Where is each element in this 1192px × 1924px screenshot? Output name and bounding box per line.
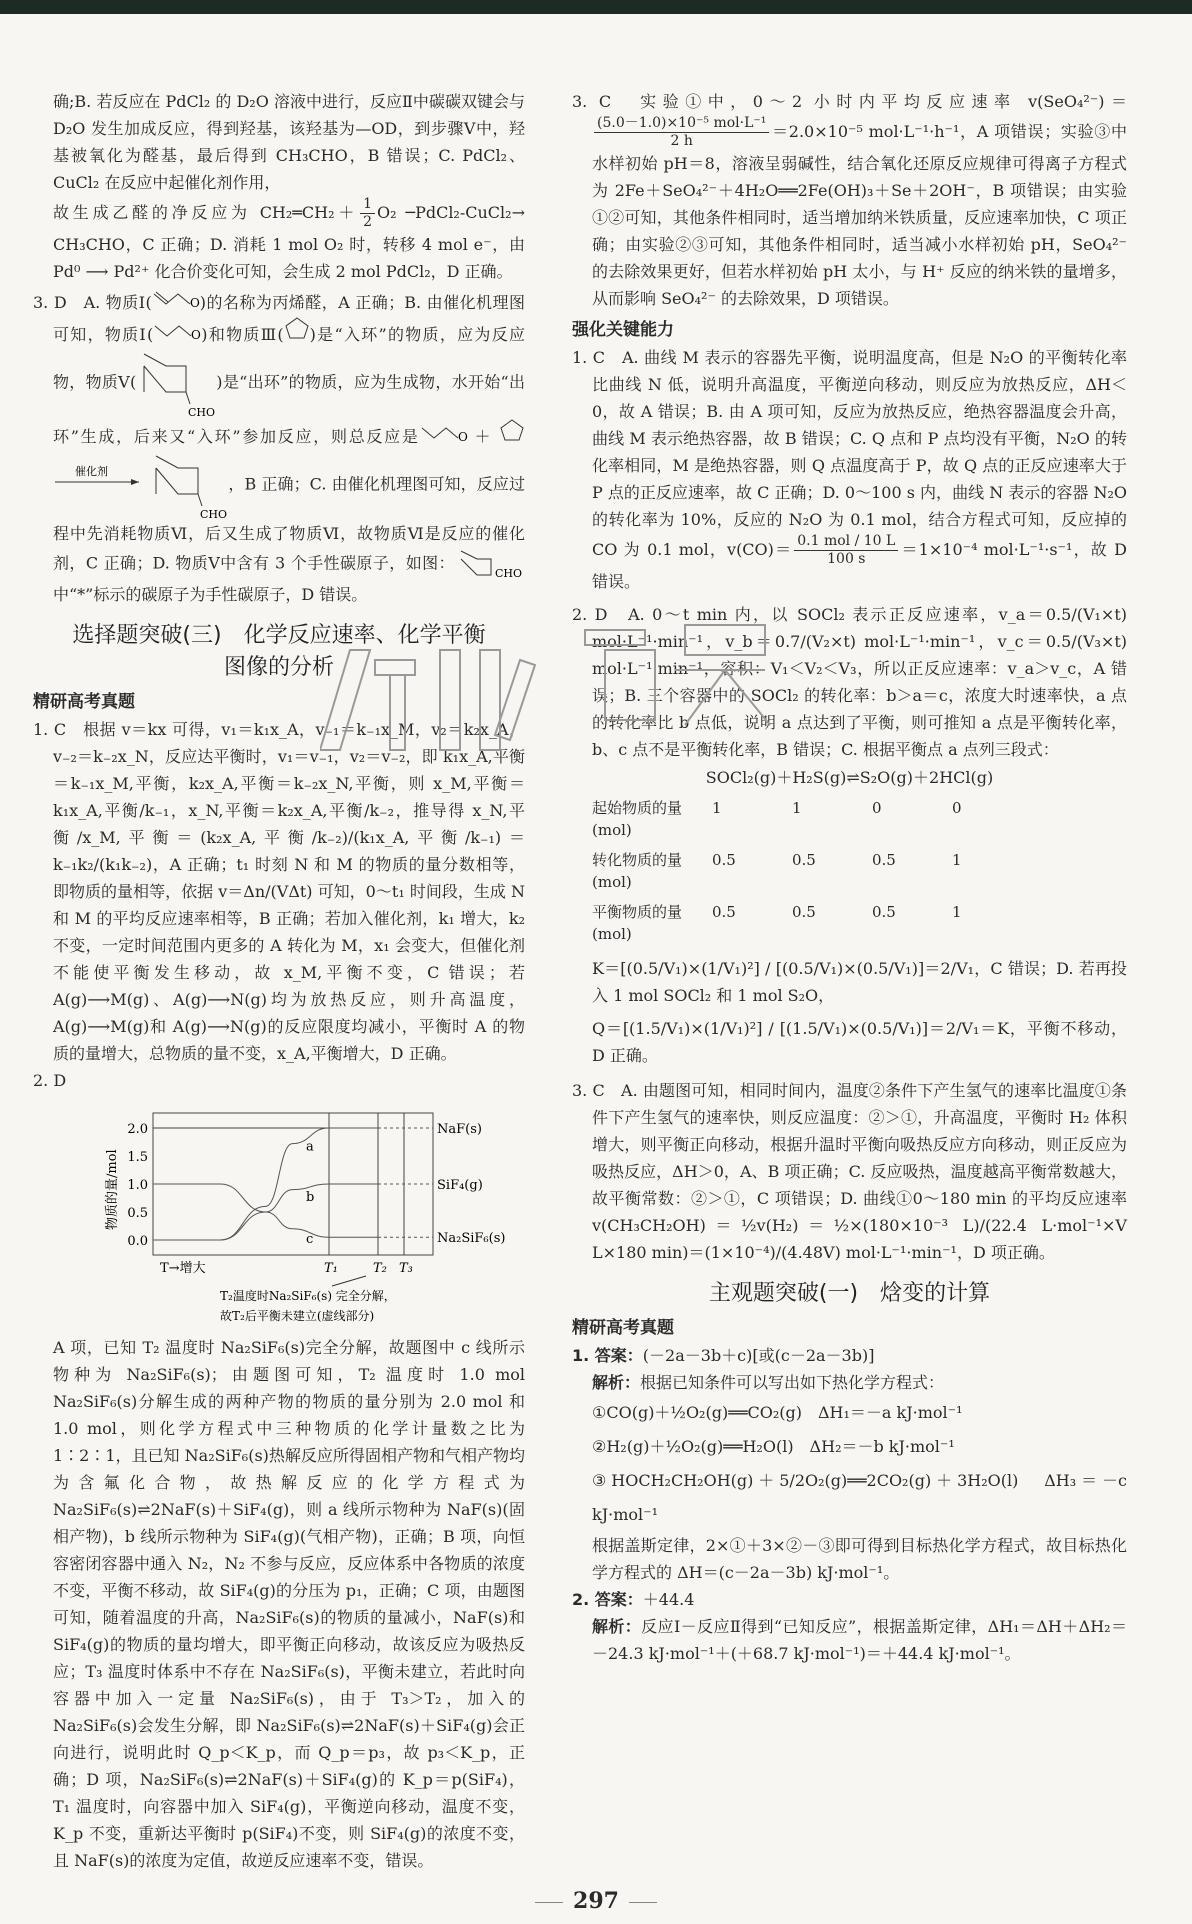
bicyclic-aldehyde-structure-icon: [136, 348, 216, 418]
series-line-c: [153, 1184, 378, 1237]
text: 确;B. 若反应在 PdCl₂ 的 D₂O 溶液中进行，反应Ⅱ中碳碳双键会与 D₂O 发生加成反应，得到羟基，该羟基为—OD，到步骤Ⅴ中，羟基被氧化为醛基，最后得到 CH₃CHO，B 错误；C. PdCl₂、CuCl₂ 在反应中起催化剂作用，: [53, 92, 525, 192]
heading-exam-questions-right: 精研高考真题: [572, 1318, 674, 1338]
x-tick-label: T₁: [324, 1261, 338, 1276]
text: )的名称为丙烯醛，A 正确；B. 由催化机理图可知，物质Ⅰ(: [53, 293, 525, 344]
row-label: 起始物质的量(mol): [592, 799, 683, 839]
y-tick-label: 1.5: [127, 1150, 148, 1165]
cyclopentadiene-structure-icon: [284, 316, 310, 340]
table-cell: 1: [952, 903, 962, 921]
text: 1. C 根据 v＝kx 可得，v₁＝k₁x_A，v₋₁＝k₋₁x_M，v₂＝k₂x_A，v₋₂＝k₋₂x_N，反应达平衡时，v₁＝v₋₁，v₂＝v₋₂，即 k₁x_A,平衡＝k₋₁x_M,平衡，k₂x_A,平衡＝k₋₂x_N,平衡，则 x_M,平衡＝k₁x_A,平衡/k₋₁，x_N,平衡＝k₂x_A,平衡/k₋₂，推导得 x_N,平衡/x_M,平衡＝: [33, 720, 525, 847]
equilibrium-constant-text: K＝[(0.5/V₁)×(1/V₁)²] / [(0.5/V₁)×(0.5/V₁)]＝2/V₁，C 错误；D. 若再投入 1 mol SOCl₂ 和 1 mol S₂O，: [592, 959, 1127, 1005]
hess-law-conclusion: 根据盖斯定律，2×①＋3×②－③即可得到目标热化学方程式，故目标热化学方程式的 ΔH＝(c－2a－3b) kJ·mol⁻¹。: [592, 1536, 1127, 1582]
skill-question-1: [572, 344, 1127, 595]
table-cell: 0.5: [872, 851, 896, 869]
question-2-label: 2. D: [33, 1071, 67, 1090]
skill-question-2: [572, 601, 1127, 763]
text: 3. C A. 由题图可知，相同时间内，温度②条件下产生氢气的速率比温度①条件下产生氢气的速率快，则反应温度：②＞①，升高温度，平衡时 H₂ 体积增大，则平衡正向移动，根据升温时平衡向吸热反应方向移动，则正反应为吸热反应，ΔH＞0，A、B 项正确；C. 反应吸热，温度越高平衡常数越大，故平衡常数：②＞①，C 项错误；D. 曲线①0～180 min 的平均反应速率: [572, 1081, 1127, 1208]
table-cell: 0: [872, 799, 882, 817]
left-column: [33, 88, 525, 1874]
text: )和物质Ⅲ(: [201, 325, 284, 344]
x-tick-label: T₂: [373, 1261, 387, 1276]
text: ＝2.0×10⁻⁵ mol·L⁻¹·h⁻¹，A 项错误；实验③中水样初始 pH＝8，溶液呈弱碱性，结合氧化还原反应规律可得离子方程式为 2Fe＋SeO₄²⁻＋4H₂O══2Fe(OH)₃＋Se＋2OH⁻，B 项错误；由实验①②可知，其他条件相同时，适当增加纳米铁质量，反应速率加快，C 项正确；由实验②③可知，其他条件相同时，适当减小水样初始 pH，SeO₄²⁻ 的去除效果更好，但若水样初始 pH 太小，与 H⁺ 反应的纳米铁的量增多，从而影响 SeO₄²⁻ 的去除效果，D 项错误。: [592, 122, 1127, 308]
annotation-line-1: T₂温度时Na₂SiF₆(s) 完全分解，: [220, 1289, 396, 1303]
numerator: 1: [360, 196, 375, 214]
series-name-label: Na₂SiF₆(s): [437, 1231, 506, 1247]
denominator: 2: [363, 214, 373, 230]
paragraph-net-reaction: [33, 196, 525, 285]
series-name-label: SiF₄(g): [437, 1178, 483, 1193]
analysis-label: 解析：: [592, 1373, 641, 1392]
text: ，A 正确；t₁ 时刻 N 和 M 的物质的量分数相等，即物质的量相等，依据 v＝Δn/(VΔt) 可知，0～t₁ 时间段，生成 N 和 M 的平均反应速率相等，B 正确；若加入催化剂，k₁ 增大，k₂ 不变，一定时间范围内更多的 A 转化为 M，x₁ 会变大，但催化剂不能使平衡发生移动，故 x_M,平衡不变，C 错误；若 A(g)⟶M(g)、A(g)⟶N(g)均为放热反应，则升高温度，A(g)⟶M(g)和 A(g)⟶N(g)的反应限度均减小，平衡时 A 的物质的量增大，总物质的量不变，x_A,平衡增大，D 正确。: [53, 855, 525, 1063]
y-tick-label: 0.0: [127, 1234, 148, 1249]
product-structure-icon: [148, 450, 228, 520]
answer-2: [572, 1586, 1127, 1613]
text: ＝1×10⁻⁴ mol·L⁻¹·s⁻¹，故 D 错误。: [592, 540, 1127, 591]
table-cell: 1: [952, 851, 962, 869]
chiral-carbon-structure-icon: [455, 547, 525, 581]
heading-key-skills: 强化关键能力: [572, 320, 674, 340]
y-tick-label: 0.5: [127, 1206, 148, 1221]
answer-value: ＋44.4: [642, 1590, 695, 1609]
fraction: [594, 115, 769, 150]
formula: (k₂x_A,平衡/k₋₂)/(k₁x_A,平衡/k₋₁)＝k₋₁k₂/(k₁k₋₂): [53, 828, 525, 874]
three-stage-table: [592, 793, 1127, 949]
page-number-text: 297: [573, 1888, 619, 1914]
series-letter-label: a: [306, 1139, 314, 1155]
y-tick-label: 2.0: [127, 1122, 148, 1137]
table-cell: 1: [792, 799, 802, 817]
question-2-explanation: A 项，已知 T₂ 温度时 Na₂SiF₆(s)完全分解，故题图中 c 线所示物种为 Na₂SiF₆(s)；由题图可知，T₂ 温度时 1.0 mol Na₂SiF₆(s)分解生成的两种产物的物质的量分别为 2.0 mol 和 1.0 mol，则化学方程式中三种物质的化学计量数之比为 1∶2∶1，且已知 Na₂SiF₆(s)热解反应所得固相产物和气相产物均为含氟化合物，故热解反应的化学方程式为 Na₂SiF₆(s)⇌2NaF(s)＋SiF₄(g)，则 a 线所示物种为 NaF(s)(固相产物)，b 线所示物种为 SiF₄(g)(气相产物)，正确；B 项，向恒容密闭容器中通入 N₂，N₂ 不参与反应，反应体系中各物质的浓度不变，平衡不移动，故 SiF₄(g)的分压为 p₁，正确；C 项，由题图可知，随着温度的升高，Na₂SiF₆(s)的物质的量减小，NaF(s)和 SiF₄(g)的物质的量均增大，即平衡正向移动，故该反应为吸热反应；T₃ 温度时体系中不存在 Na₂SiF₆(s)，平衡未建立，若此时向容器中加入一定量 Na₂SiF₆(s)，由于 T₃＞T₂，加入的 Na₂SiF₆(s)会发生分解，即 Na₂SiF₆(s)⇌2NaF(s)＋SiF₄(g)会正向进行，说明此时 Q_p＜K_p，而 Q_p＝p₃，故 p₃＜K_p，正确；D 项，Na₂SiF₆(s)⇌2NaF(s)＋SiF₄(g)的 K_p＝p(SiF₄)，T₁ 温度时，向容器中加入 SiF₄(g)，平衡逆向移动，温度不变，K_p 不变，重新达平衡时 p(SiF₄)不变，则 SiF₄(g)的浓度不变，且 NaF(s)的浓度为定值，故逆反应速率不变，错误。: [53, 1338, 525, 1870]
oxygen-label: O: [189, 296, 200, 308]
series-letter-label: c: [306, 1231, 314, 1247]
section-title-right: 主观题突破(一) 焓变的计算: [708, 1281, 991, 1306]
x-tick-label: T₃: [399, 1261, 413, 1276]
denominator: 2 h: [670, 133, 693, 149]
catalyst-arrow-icon: [53, 464, 143, 490]
text: 3. D A. 物质Ⅰ(: [33, 293, 152, 312]
y-tick-label: 1.0: [127, 1178, 148, 1193]
table-cell: 0: [952, 799, 962, 817]
analysis-1: [572, 1369, 1127, 1396]
reaction-quotient-text: Q＝[(1.5/V₁)×(1/V₁)²] / [(1.5/V₁)×(0.5/V₁)]＝2/V₁＝K，平衡不移动，D 正确。: [592, 1019, 1127, 1065]
page-number: [0, 1874, 1192, 1924]
table-cell: 0.5: [792, 851, 816, 869]
text: )是“入环”的物质，应为反应物，物质Ⅴ(: [53, 325, 525, 392]
answers-block: [572, 1342, 1127, 1667]
table-cell: 0.5: [872, 903, 896, 921]
analysis-label: 解析：: [592, 1617, 642, 1636]
acrolein-structure-icon: [420, 424, 468, 442]
equation-1: ①CO(g)＋½O₂(g)══CO₂(g) ΔH₁＝－a kJ·mol⁻¹: [592, 1403, 963, 1422]
equation-3: ③HOCH₂CH₂OH(g)＋5/2O₂(g)══2CO₂(g)＋3H₂O(l) ΔH₃＝－c kJ·mol⁻¹: [592, 1471, 1127, 1524]
text: ，B 正确；C. 由催化机理图可知，反应过程中先消耗物质Ⅵ，后又生成了物质Ⅵ，故物质Ⅵ是反应的催化剂，C 正确；D. 物质Ⅴ中含有 3 个手性碳原子，如图：: [53, 474, 525, 573]
fraction: [360, 196, 375, 231]
paragraph-continuation: [33, 88, 525, 196]
right-column: [572, 88, 1127, 1874]
amount-vs-temperature-chart: [100, 1100, 520, 1326]
cho-label: CHO: [200, 508, 228, 520]
text: O₂ ─PdCl₂-CuCl₂→ CH₃CHO，C 正确；D. 消耗 1 mol O₂ 时，转移 4 mol e⁻，由 Pd⁰ ⟶ Pd²⁺ 化合价变化可知，会生成 2 mol PdCl₂，D 正确。: [53, 203, 525, 281]
text: 中“*”标示的碳原子为手性碳原子，D 错误。: [53, 585, 368, 604]
answer-1: [572, 1342, 1127, 1369]
analysis-2: [572, 1613, 1127, 1667]
catalyst-label: 催化剂: [75, 464, 108, 478]
section-title-line-1: 选择题突破(三) 化学反应速率、化学平衡: [72, 623, 486, 648]
table-cell: 1: [712, 799, 722, 817]
series-name-label: NaF(s): [437, 1122, 482, 1137]
section-title-left: [33, 620, 525, 684]
text: 0.1 mol，v(CO)＝: [647, 540, 793, 559]
table-cell: 0.5: [792, 903, 816, 921]
denominator: 100 s: [827, 551, 866, 567]
cho-label: CHO: [188, 406, 216, 418]
acrolein-structure-icon: [153, 322, 201, 340]
question-1: [33, 716, 525, 1067]
table-cell: 0.5: [712, 903, 736, 921]
numerator: (5.0－1.0)×10⁻⁵ mol·L⁻¹: [594, 115, 769, 133]
skill-question-3: [572, 1077, 1127, 1266]
text: 根据已知条件可以写出如下热化学方程式：: [640, 1373, 945, 1392]
series-letter-label: b: [306, 1189, 315, 1205]
answer-label: 2. 答案：: [572, 1590, 643, 1609]
equation-2: ②H₂(g)＋½O₂(g)══H₂O(l) ΔH₂＝－b kJ·mol⁻¹: [592, 1437, 955, 1456]
three-stage-equation: SOCl₂(g)＋H₂S(g)⇌S₂O(g)＋2HCl(g): [705, 768, 994, 787]
text: 故生成乙醛的净反应为 CH₂═CH₂＋: [53, 203, 359, 222]
text: 1. C A. 曲线 M 表示的容器先平衡，说明温度高，但是 N₂O 的平衡转化率比曲线 N 低，说明升高温度，平衡逆向移动，则反应为放热反应，ΔH＜0，故 A 错误；B. 由 A 项可知，反应为放热反应，绝热容器温度会升高，曲线 M 表示绝热容器，故 B 错误；C. Q 点和 P 点均没有平衡，N₂O 的转化率相同，M 是绝热容器，则 Q 点温度高于 P，故 Q 点的正反应速率大于 P 点的正反应速率，故 C 正确；D. 0～100 s 内，曲线 N 表示的容器 N₂O 的转化率为 10%，反应的 N₂O 为 0.1 mol，结合方程式可知，反应掉的 CO 为: [572, 348, 1127, 559]
section-title-line-2: 图像的分析: [223, 655, 334, 680]
text: 反应Ⅰ－反应Ⅱ得到“已知反应”，根据盖斯定律，ΔH₁＝ΔH＋ΔH₂＝－24.3 kJ·mol⁻¹＋(＋68.7 kJ·mol⁻¹)＝＋44.4 kJ·mol⁻¹。: [592, 1617, 1127, 1663]
y-axis-label: 物质的量/mol: [105, 1149, 120, 1230]
row-label: 转化物质的量(mol): [592, 851, 683, 891]
cyclopentadiene-structure-icon: [499, 418, 525, 442]
question-3: 3. D A. 物质Ⅰ( O )的名称为丙烯醛，A 正确；B. 由催化机理图可知，物质Ⅰ( O )和物质Ⅲ( )是“入环”的物质，应为反应物，物质Ⅴ( CHO )是“出环”的物质，应为生成物，水开始“出环”生成，后来又“入环”参加反应，则总反应是 O ＋ 催化剂 CHO ，B 正确；C. 由催化机理图可知，反应过程中先消耗物质Ⅵ，后又生成了物质Ⅵ，故物质Ⅵ是反应的催化剂，C 正确；D. 物质Ⅴ中含有 3 个手性碳原子，如图： CHO 中“*”标示的碳原子为手性碳原子，D 错误。: [33, 289, 525, 608]
annotation-line-2: 故T₂后平衡未建立(虚线部分): [220, 1309, 375, 1323]
fraction: [794, 533, 898, 568]
oxygen-label: O: [191, 328, 202, 340]
numerator: 0.1 mol / 10 L: [794, 533, 898, 551]
table-cell: 0.5: [712, 851, 736, 869]
row-label: 平衡物质的量(mol): [592, 903, 683, 943]
annotation-arrow: [332, 1276, 366, 1286]
answer-value: (－2a－3b＋c)[或(c－2a－3b)]: [642, 1346, 875, 1365]
cho-label: CHO: [495, 567, 523, 580]
text: )是“出环”的物质，应为生成物，水开始“出环”生成，后来又“入环”参加反应，则总反应是: [53, 372, 525, 446]
question-3c: [572, 88, 1127, 312]
text: v(CH₃CH₂OH)＝½v(H₂)＝½×(180×10⁻³ L)/(22.4 L·mol⁻¹×V L×180 min)＝(1×10⁻⁴)/(4.48V) mol·L⁻¹·min⁻¹，D 项正确。: [592, 1216, 1127, 1262]
answer-label: 1. 答案：: [572, 1346, 643, 1365]
heading-exam-questions: 精研高考真题: [33, 692, 135, 712]
text: 2. D A. 0～t min 内，以 SOCl₂ 表示正反应速率，v_a＝0.5/(V₁×t) mol·L⁻¹·min⁻¹，v_b＝0.7/(V₂×t) mol·L⁻¹·min⁻¹，v_c＝0.5/(V₃×t) mol·L⁻¹·min⁻¹，容积：V₁＜V₂＜V₃，所以正反应速率：v_a＞v_c，A 错误；B. 三个容器中的 SOCl₂ 的转化率：b＞a＝c，浓度大时速率快，a 点的转化率比 b 点低，说明 a 点达到了平衡，则可推知 a 点是平衡转化率，b、c 点不是平衡转化率，B 错误；C. 根据平衡点 a 点列三段式：: [572, 605, 1127, 759]
acrolein-structure-icon: [152, 290, 200, 308]
x-axis-label: T→增大: [160, 1261, 206, 1276]
text: 3. C 实验①中，0～2 小时内平均反应速率 v(SeO₄²⁻)＝: [572, 92, 1127, 111]
oxygen-label: O: [457, 430, 468, 442]
